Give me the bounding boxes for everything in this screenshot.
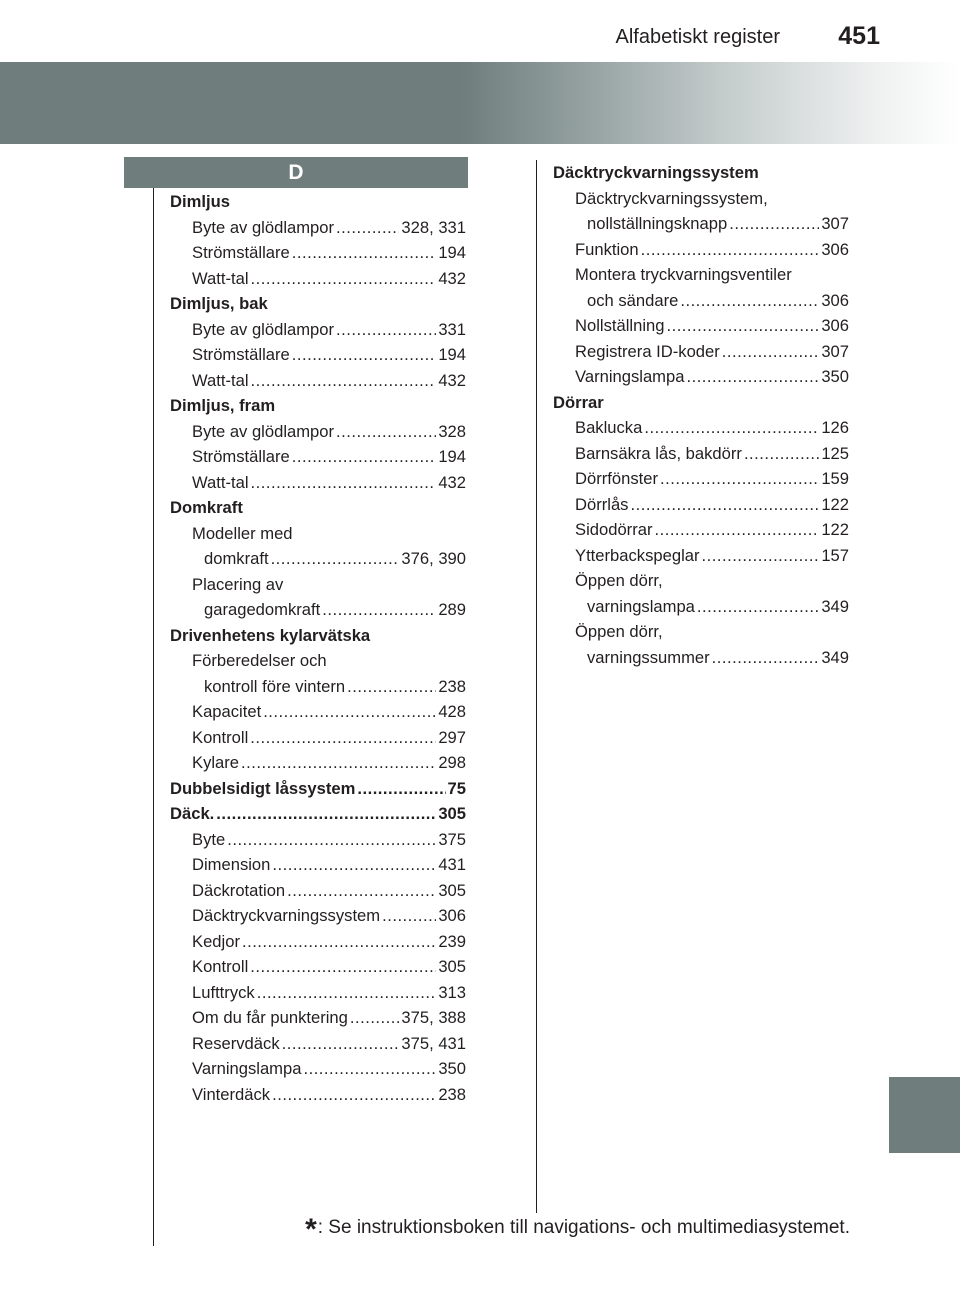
entry-text: Dörrar xyxy=(553,392,604,412)
entry-page-ref: 238 xyxy=(438,676,466,696)
index-entry xyxy=(192,651,466,671)
entry-page-ref: 328 xyxy=(438,421,466,441)
entry-page-ref: 126 xyxy=(821,418,849,437)
dot-leader xyxy=(271,549,400,569)
index-heading xyxy=(170,192,466,212)
entry-text: Byte av glödlampor xyxy=(192,217,335,237)
entry-page-ref: 350 xyxy=(438,1059,466,1078)
entry-text: Funktion xyxy=(575,239,639,259)
index-entry xyxy=(192,243,466,263)
entry-text: Drivenhetens kylarvätska xyxy=(170,625,371,645)
dot-leader xyxy=(729,214,819,234)
index-entry xyxy=(192,881,466,901)
index-entry xyxy=(192,957,466,977)
column-rule-right xyxy=(536,160,537,1213)
entry-text: Dörrlås xyxy=(575,494,629,514)
dot-leader xyxy=(242,932,436,952)
dot-leader xyxy=(282,1034,400,1054)
index-entry xyxy=(192,1008,466,1028)
index-entry xyxy=(204,600,466,620)
index-entry xyxy=(192,1034,466,1054)
index-entry xyxy=(575,469,849,489)
entry-page-ref: 298 xyxy=(438,753,466,772)
index-heading xyxy=(170,779,466,799)
index-entry xyxy=(587,291,849,311)
dot-leader xyxy=(680,291,819,311)
entry-text: Om du får punktering xyxy=(192,1008,348,1027)
index-entry xyxy=(192,575,466,595)
index-entry xyxy=(192,218,466,238)
entry-text: Watt-tal xyxy=(192,370,249,390)
dot-leader xyxy=(287,881,436,901)
entry-text: Dubbelsidigt låssystem xyxy=(170,778,356,798)
entry-page-ref: 305 xyxy=(438,804,466,823)
dot-leader xyxy=(630,495,819,515)
dot-leader xyxy=(686,367,819,387)
index-entry xyxy=(587,214,849,234)
dot-leader xyxy=(336,218,399,238)
index-heading xyxy=(170,294,466,314)
index-entry xyxy=(192,447,466,467)
dot-leader xyxy=(263,702,436,722)
entry-text: Lufttryck xyxy=(192,982,255,1002)
index-entry xyxy=(192,320,466,340)
entry-text: Vinterdäck xyxy=(192,1084,271,1104)
entry-page-ref: 376, 390 xyxy=(401,549,466,568)
index-entry xyxy=(575,367,849,387)
entry-text: varningslampa xyxy=(587,596,695,616)
column-rule-left xyxy=(153,188,154,1246)
entry-page-ref: 122 xyxy=(821,494,849,514)
entry-page-ref: 289 xyxy=(438,600,466,619)
dot-leader xyxy=(257,983,437,1003)
index-heading xyxy=(170,804,466,824)
dot-leader xyxy=(641,240,820,260)
dot-leader xyxy=(660,469,819,489)
entry-page-ref: 305 xyxy=(438,880,466,900)
index-heading xyxy=(553,163,849,183)
entry-text: Kontroll xyxy=(192,957,249,976)
index-entry xyxy=(575,189,849,209)
index-entry xyxy=(192,422,466,442)
entry-text: garagedomkraft xyxy=(204,600,321,619)
index-heading xyxy=(170,626,466,646)
entry-text: Förberedelser och xyxy=(192,651,327,670)
entry-page-ref: 432 xyxy=(438,472,466,492)
entry-text: varningssummer xyxy=(587,647,710,667)
entry-text: Nollställning xyxy=(575,316,665,335)
entry-page-ref: 432 xyxy=(438,268,466,288)
dot-leader xyxy=(336,320,436,340)
index-entry xyxy=(192,524,466,544)
index-entry xyxy=(192,702,466,722)
entry-text: Däcktryckvarningssystem xyxy=(553,163,759,182)
dot-leader xyxy=(251,473,437,493)
entry-text: Barnsäkra lås, bakdörr xyxy=(575,443,742,463)
entry-text: Varningslampa xyxy=(192,1059,302,1078)
index-entry xyxy=(575,265,849,285)
index-entry xyxy=(192,473,466,493)
entry-page-ref: 194 xyxy=(438,345,466,364)
entry-text: Kapacitet xyxy=(192,702,262,721)
entry-text: Watt-tal xyxy=(192,268,249,288)
dot-leader xyxy=(227,830,436,850)
entry-page-ref: 305 xyxy=(438,957,466,976)
entry-page-ref: 349 xyxy=(821,647,849,667)
dot-leader xyxy=(357,779,445,799)
index-entry xyxy=(575,418,849,438)
entry-text: Öppen dörr, xyxy=(575,622,663,641)
entry-text: Reservdäck xyxy=(192,1033,280,1053)
entry-page-ref: 75 xyxy=(447,778,466,798)
entry-text: kontroll före vintern xyxy=(204,676,346,696)
footnote-marker: * xyxy=(305,1213,317,1246)
entry-page-ref: 239 xyxy=(438,931,466,951)
entry-page-ref: 375, 431 xyxy=(401,1033,466,1053)
entry-text: Registrera ID-koder xyxy=(575,341,720,361)
entry-text: Kylare xyxy=(192,753,240,772)
dot-leader xyxy=(744,444,819,464)
index-entry xyxy=(192,932,466,952)
entry-text: Montera tryckvarningsventiler xyxy=(575,265,792,284)
entry-text: nollställningsknapp xyxy=(587,214,728,233)
entry-page-ref: 194 xyxy=(438,243,466,262)
index-entry xyxy=(192,1059,466,1079)
index-entry xyxy=(575,240,849,260)
index-heading xyxy=(553,393,849,413)
entry-page-ref: 157 xyxy=(821,545,849,565)
section-letter-header: D xyxy=(124,157,468,188)
dot-leader xyxy=(292,243,437,263)
entry-page-ref: 159 xyxy=(821,469,849,488)
entry-text: Watt-tal xyxy=(192,472,249,492)
entry-text: Sidodörrar xyxy=(575,520,653,539)
entry-text: Strömställare xyxy=(192,345,290,364)
index-entry xyxy=(192,345,466,365)
entry-text: Byte xyxy=(192,829,226,849)
entry-page-ref: 306 xyxy=(438,906,466,925)
header-banner xyxy=(0,62,960,144)
index-entry xyxy=(192,728,466,748)
dot-leader xyxy=(272,855,436,875)
header-title: Alfabetiskt register xyxy=(615,26,780,48)
dot-leader xyxy=(347,677,436,697)
dot-leader xyxy=(702,546,820,566)
index-entry xyxy=(575,316,849,336)
entry-text: Domkraft xyxy=(170,498,243,517)
entry-text: Däckrotation xyxy=(192,880,286,900)
entry-text: Byte av glödlampor xyxy=(192,319,335,339)
section-thumb-tab xyxy=(889,1077,960,1153)
index-entry xyxy=(575,444,849,464)
index-entry xyxy=(575,520,849,540)
dot-leader xyxy=(250,728,436,748)
dot-leader xyxy=(292,345,437,365)
index-entry xyxy=(192,983,466,1003)
index-entry xyxy=(192,753,466,773)
dot-leader xyxy=(644,418,819,438)
dot-leader xyxy=(322,600,436,620)
entry-page-ref: 350 xyxy=(821,367,849,386)
dot-leader xyxy=(382,906,436,926)
entry-text: Byte av glödlampor xyxy=(192,421,335,441)
dot-leader xyxy=(272,1085,436,1105)
entry-text: Dimljus xyxy=(170,192,230,211)
index-heading xyxy=(170,498,466,518)
index-entry xyxy=(204,677,466,697)
entry-page-ref: 122 xyxy=(821,520,849,539)
footnote-text: : Se instruktionsboken till navigations- och multimediasystemet. xyxy=(317,1217,850,1238)
dot-leader xyxy=(251,371,437,391)
entry-page-ref: 307 xyxy=(821,341,849,361)
index-entry xyxy=(192,371,466,391)
entry-text: Öppen dörr, xyxy=(575,571,663,590)
index-entry xyxy=(587,597,849,617)
page-number: 451 xyxy=(838,22,880,50)
entry-text: Baklucka xyxy=(575,418,643,437)
index-heading xyxy=(170,396,466,416)
entry-text: Dörrfönster xyxy=(575,469,658,488)
dot-leader xyxy=(654,520,819,540)
entry-page-ref: 431 xyxy=(438,855,466,874)
entry-text: Modeller med xyxy=(192,523,293,543)
entry-page-ref: 349 xyxy=(821,596,849,616)
entry-page-ref: 375 xyxy=(438,829,466,849)
entry-page-ref: 331 xyxy=(438,319,466,339)
index-entry xyxy=(575,622,849,642)
entry-page-ref: 306 xyxy=(821,316,849,335)
entry-text: domkraft xyxy=(204,549,269,568)
dot-leader xyxy=(241,753,436,773)
index-entry xyxy=(575,495,849,515)
entry-page-ref: 313 xyxy=(438,982,466,1002)
dot-leader xyxy=(336,422,436,442)
entry-text: Varningslampa xyxy=(575,367,685,386)
entry-text: Dimljus, fram xyxy=(170,396,276,415)
entry-page-ref: 238 xyxy=(438,1084,466,1104)
dot-leader xyxy=(251,269,437,289)
entry-page-ref: 194 xyxy=(438,447,466,466)
entry-text: Däcktryckvarningssystem xyxy=(192,906,381,925)
dot-leader xyxy=(250,957,436,977)
dot-leader xyxy=(350,1008,400,1028)
entry-text: Däck. xyxy=(170,804,215,823)
index-entry xyxy=(192,830,466,850)
entry-page-ref: 306 xyxy=(821,290,849,310)
footnote xyxy=(305,1213,850,1247)
entry-page-ref: 328, 331 xyxy=(401,217,466,237)
entry-text: Strömställare xyxy=(192,447,290,466)
dot-leader xyxy=(303,1059,436,1079)
entry-text: Kedjor xyxy=(192,931,240,951)
entry-text: Dimension xyxy=(192,855,271,874)
dot-leader xyxy=(292,447,437,467)
entry-text: Strömställare xyxy=(192,243,290,262)
index-entry xyxy=(192,906,466,926)
index-entry xyxy=(192,1085,466,1105)
index-entry xyxy=(575,342,849,362)
index-entry xyxy=(587,648,849,668)
entry-text: och sändare xyxy=(587,290,679,310)
dot-leader xyxy=(216,804,436,824)
entry-text: Däcktryckvarningssystem, xyxy=(575,188,768,208)
index-entry xyxy=(204,549,466,569)
entry-page-ref: 125 xyxy=(821,443,849,463)
entry-page-ref: 297 xyxy=(438,727,466,747)
dot-leader xyxy=(712,648,820,668)
entry-text: Ytterbackspeglar xyxy=(575,545,700,565)
dot-leader xyxy=(722,342,820,362)
entry-page-ref: 306 xyxy=(821,239,849,259)
index-entry xyxy=(575,571,849,591)
index-entry xyxy=(192,269,466,289)
entry-page-ref: 428 xyxy=(438,702,466,721)
dot-leader xyxy=(697,597,819,617)
entry-text: Dimljus, bak xyxy=(170,294,268,313)
index-entry xyxy=(575,546,849,566)
entry-page-ref: 432 xyxy=(438,370,466,390)
entry-text: Kontroll xyxy=(192,727,249,747)
dot-leader xyxy=(666,316,819,336)
entry-page-ref: 375, 388 xyxy=(401,1008,466,1027)
entry-page-ref: 307 xyxy=(821,214,849,233)
entry-text: Placering av xyxy=(192,574,284,594)
index-entry xyxy=(192,855,466,875)
